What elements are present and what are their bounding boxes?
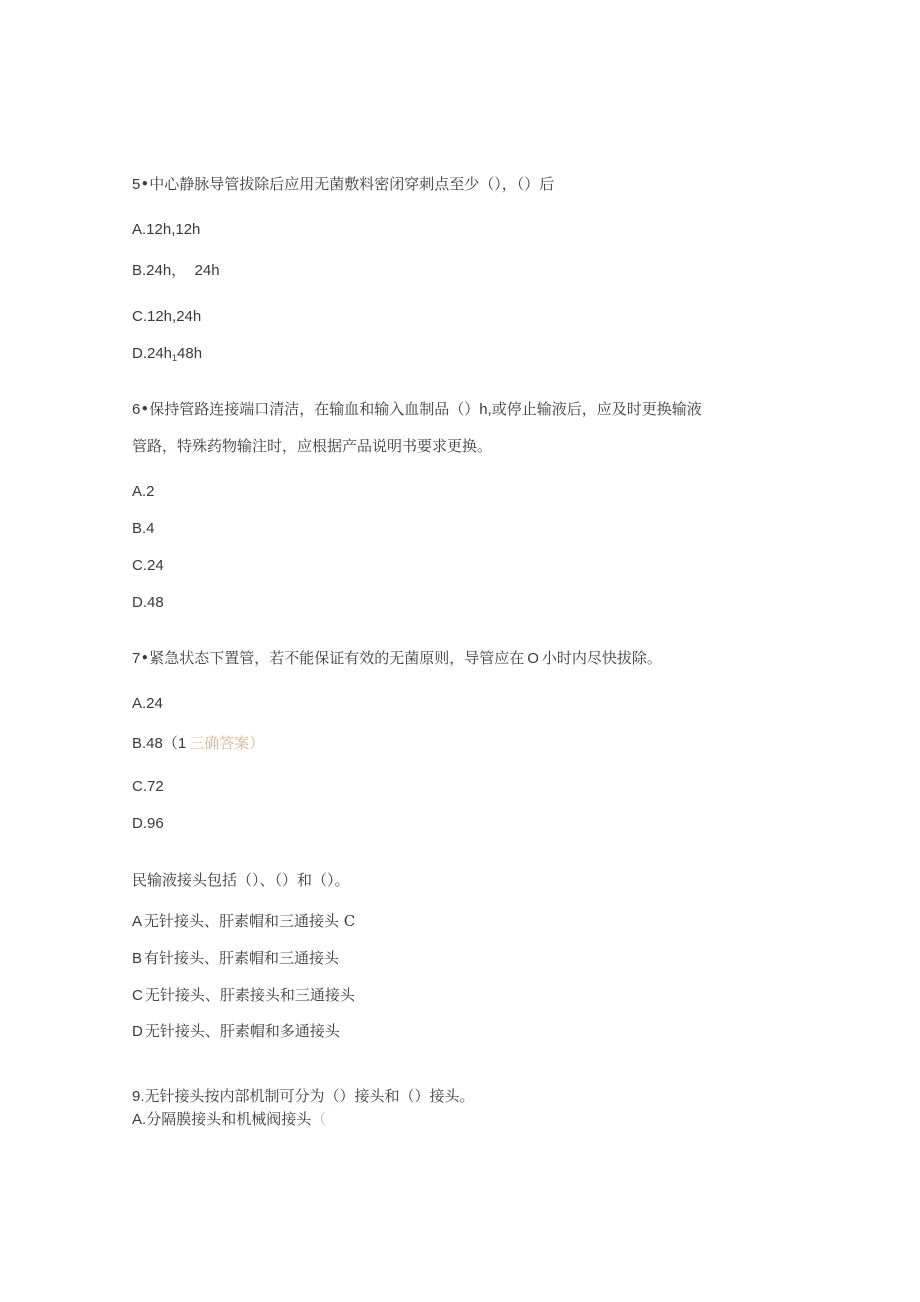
question-9-stem	[132, 1086, 475, 1107]
question-text: 管路，特殊药物输注时，应根据产品说明书要求更换。	[132, 437, 493, 455]
option-letter: A.	[132, 1111, 147, 1128]
option-text: B.48	[132, 735, 163, 752]
option-text: C.12h,24h	[132, 308, 202, 325]
option-text: B.4	[132, 520, 155, 537]
question-5-stem	[132, 174, 554, 195]
option-d	[132, 593, 164, 613]
question-text: 中心静脉导管拔除后应用无菌敷料密闭穿刺点至少（），（）后	[149, 175, 555, 193]
question-text-blank: O	[527, 650, 539, 667]
option-text: A.24	[132, 695, 163, 712]
option-a	[132, 694, 163, 714]
option-text: 有针接头、肝素帽和三通接头	[144, 949, 340, 967]
paren: （	[162, 734, 178, 752]
bullet: •	[140, 400, 150, 418]
option-a	[132, 220, 200, 240]
question-text: 小时内尽快拔除。	[541, 649, 662, 667]
option-c	[132, 307, 201, 327]
option-text: 无针接头、肝素接头和三通接头	[144, 986, 355, 1004]
option-text: D.24h	[132, 345, 173, 362]
option-text: 无针接头、肝素帽和三通接头 C	[144, 912, 356, 930]
option-d	[132, 344, 202, 368]
paren: （	[311, 1110, 327, 1128]
option-letter: C	[132, 987, 143, 1004]
option-letter: B	[132, 950, 143, 967]
question-8-stem	[132, 870, 350, 890]
option-text: C.72	[132, 778, 164, 795]
question-text: 保持管路连接端口清洁，在输血和输入血制品（）	[149, 400, 480, 418]
question-text: 紧急状态下置管，若不能保证有效的无菌原则，导管应在	[149, 649, 525, 667]
option-text: D.48	[132, 594, 164, 611]
option-b	[132, 261, 220, 281]
subscript-mark: 1	[172, 353, 178, 363]
question-number: 7	[132, 650, 141, 667]
question-text: 或停止输液后，应及时更换输液	[491, 400, 702, 418]
option-letter: A	[132, 913, 143, 930]
question-text: 民输液接头包括（）、（）和（）。	[132, 871, 350, 889]
option-b	[132, 948, 339, 969]
option-text: 无针接头、肝素帽和多通接头	[144, 1022, 340, 1040]
question-text-unit: h,	[479, 401, 492, 418]
option-d	[132, 814, 164, 834]
option-text: A.2	[132, 483, 155, 500]
option-text: C.24	[132, 557, 164, 574]
question-7-stem	[132, 648, 662, 669]
option-b	[132, 519, 155, 539]
question-number: 6	[132, 401, 141, 418]
option-a	[132, 482, 155, 502]
option-c	[132, 556, 164, 576]
bullet: •	[140, 649, 150, 667]
option-text: D.96	[132, 815, 164, 832]
bullet: •	[140, 175, 150, 193]
question-6-stem	[132, 399, 702, 420]
option-a	[132, 1109, 326, 1130]
option-text: 48h	[177, 345, 203, 362]
question-text: 无针接头按内部机制可分为（）接头和（）接头。	[144, 1087, 475, 1105]
option-b-correct-answer	[132, 733, 264, 754]
option-d	[132, 1021, 340, 1042]
answer-marker: 1	[177, 735, 187, 752]
option-c	[132, 777, 164, 797]
question-6-stem-line-2	[132, 436, 492, 456]
option-text: B.24h， 24h	[132, 262, 220, 279]
option-c	[132, 985, 355, 1006]
correct-answer-note: 三确答案）	[189, 734, 265, 752]
option-text: A.12h,12h	[132, 221, 201, 238]
question-number: 5	[132, 176, 141, 193]
question-number: 9.	[132, 1088, 145, 1105]
option-text: 分隔膜接头和机械阀接头	[146, 1110, 312, 1128]
option-letter: D	[132, 1023, 143, 1040]
option-a	[132, 911, 355, 932]
